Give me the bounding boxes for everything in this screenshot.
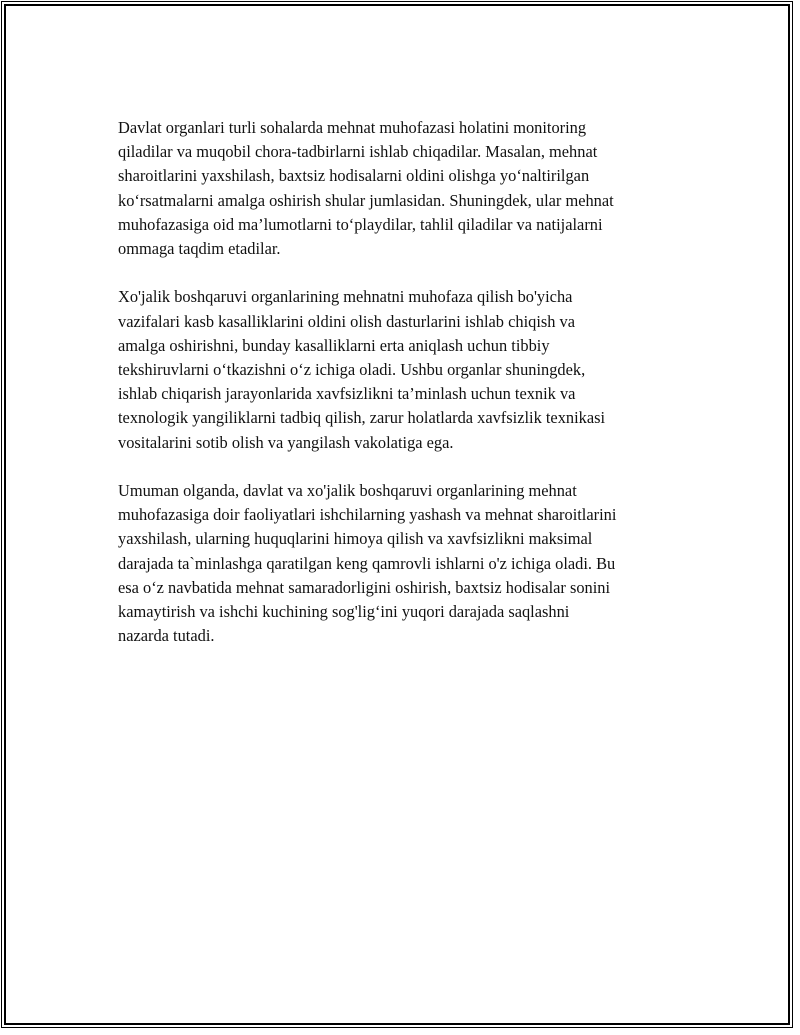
text-line: amalga oshirishni, bunday kasalliklarni erta aniqlash uchun tibbiy — [118, 335, 550, 355]
text-line: yaxshilash, ularning huquqlarini himoya qilish va xavfsizlikni maksimal — [118, 529, 593, 549]
text-line: Xo'jalik boshqaruvi organlarining mehnatni muhofaza qilish bo'yicha — [118, 287, 573, 307]
text-line: esa o‘z navbatida mehnat samaradorligini oshirish, baxtsiz hodisalar sonini — [118, 577, 611, 597]
text-line: nazarda tutadi. — [118, 626, 215, 646]
text-line: qiladilar va muqobil chora-tadbirlarni ishlab chiqadilar. Masalan, mehnat — [118, 142, 598, 162]
text-line: sharoitlarini yaxshilash, baxtsiz hodisalarni oldini olishga yo‘naltirilgan — [118, 166, 590, 186]
text-line: tekshiruvlarni o‘tkazishni o‘z ichiga oladi. Ushbu organlar shuningdek, — [118, 360, 586, 380]
text-line: muhofazasiga oid ma’lumotlarni to‘playdilar, tahlil qiladilar va natijalarni — [118, 214, 603, 234]
text-line: ko‘rsatmalarni amalga oshirish shular jumlasidan. Shuningdek, ular mehnat — [118, 190, 614, 210]
paragraph-2 — [118, 285, 688, 454]
paragraph-1 — [118, 116, 688, 261]
text-line: ishlab chiqarish jarayonlarida xavfsizlikni ta’minlash uchun texnik va — [118, 384, 576, 404]
text-line: kamaytirish va ishchi kuchining sog'lig‘ini yuqori darajada saqlashni — [118, 602, 570, 622]
document-body — [118, 116, 688, 673]
text-line: ommaga taqdim etadilar. — [118, 239, 281, 259]
text-line: texnologik yangiliklarni tadbiq qilish, zarur holatlarda xavfsizlik texnikasi — [118, 408, 606, 428]
text-line: Umuman olganda, davlat va xo'jalik boshqaruvi organlarining mehnat — [118, 481, 577, 501]
paragraph-3 — [118, 479, 688, 648]
text-line: muhofazasiga doir faoliyatlari ishchilarning yashash va mehnat sharoitlarini — [118, 505, 617, 525]
text-line: vositalarini sotib olish va yangilash vakolatiga ega. — [118, 432, 454, 452]
text-line: vazifalari kasb kasalliklarini oldini olish dasturlarini ishlab chiqish va — [118, 311, 576, 331]
text-line: Davlat organlari turli sohalarda mehnat muhofazasi holatini monitoring — [118, 118, 587, 137]
text-line: darajada ta`minlashga qaratilgan keng qamrovli ishlarni o'z ichiga oladi. Bu — [118, 553, 616, 573]
